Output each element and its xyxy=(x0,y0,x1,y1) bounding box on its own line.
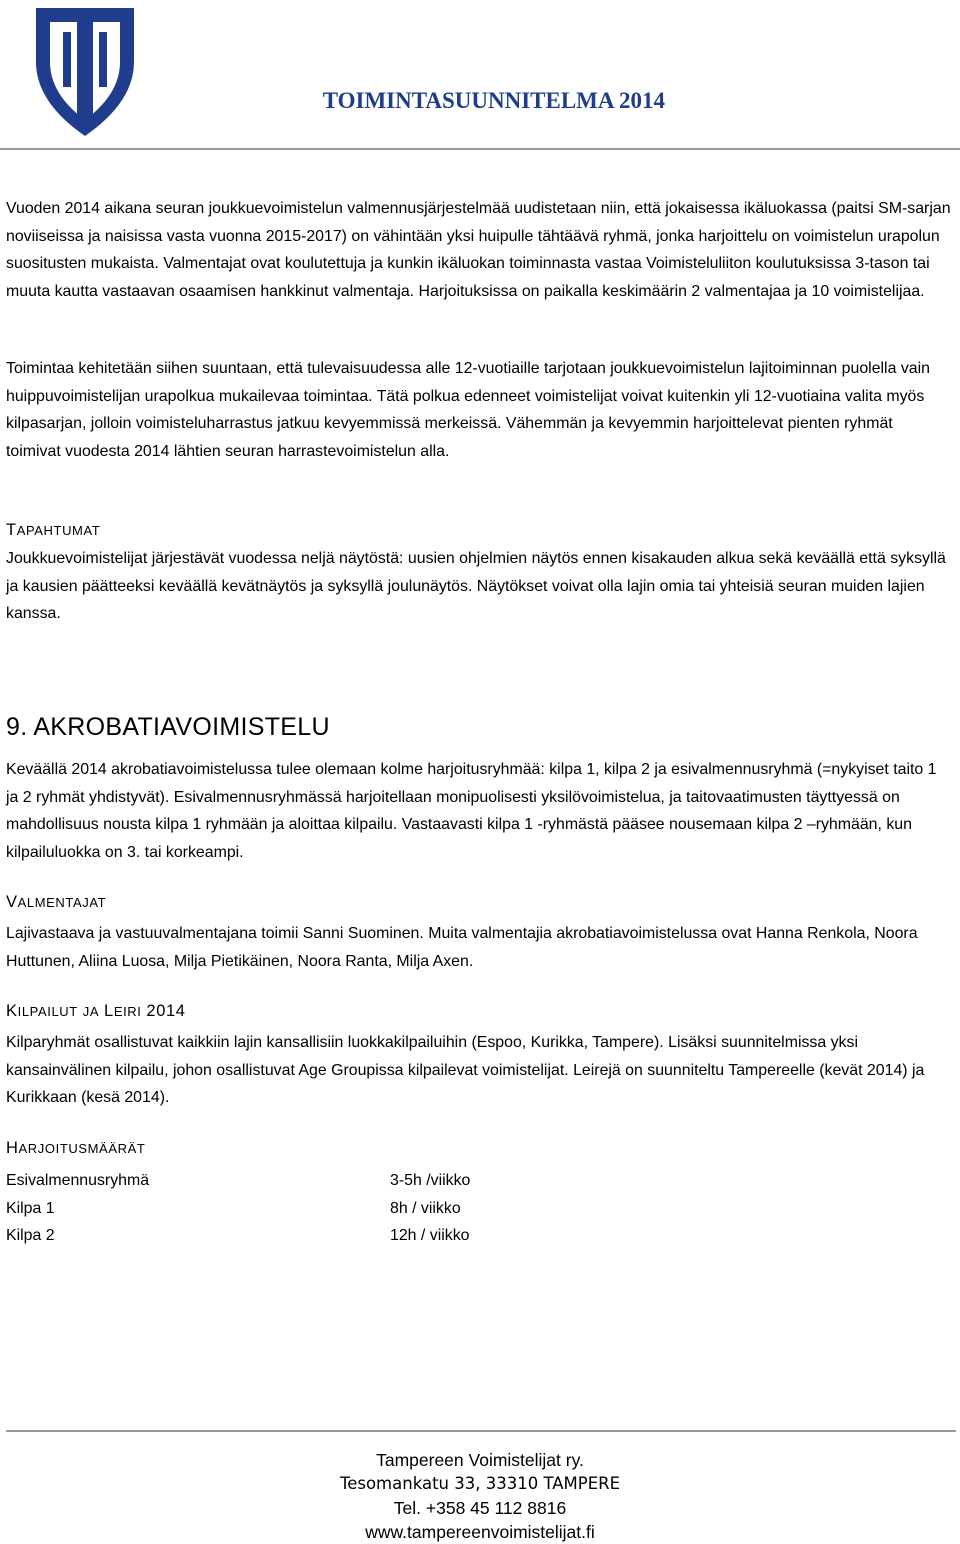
group-name: Kilpa 2 xyxy=(6,1227,55,1244)
group-name: Esivalmennusryhmä xyxy=(6,1172,150,1189)
heading-initial: V xyxy=(6,893,18,911)
page-header xyxy=(0,0,960,152)
intro-paragraph-2: Toimintaa kehitetään siihen suuntaan, että tulevaisuudessa alle 12-vuotiaille tarjotaan joukkuevoimistelun lajitoiminnan puolella vain huippuvoimistelijan urapolkua mukailevaa toimintaa. Tätä polkua edenneet voimistelijat voivat kuitenkin yli 12-vuotiaina valita myös kilpasarjan, jolloin voimisteluharrastus jatkuu kevyemmissä merkeissä. Vähemmän ja kevyemmin harjoittelevat pienten ryhmät toimivat vuodesta 2014 lähtien seuran harrastevoimistelun alla. xyxy=(6,360,930,460)
group-hours: 3-5h /viikko xyxy=(390,1172,471,1189)
heading-rest: ARJOITUSMÄÄRÄT xyxy=(18,1141,146,1156)
footer-website: www.tampereenvoimistelijat.fi xyxy=(365,1522,595,1542)
heading-word: EIRI xyxy=(113,1004,142,1019)
heading-rest: ALMENTAJAT xyxy=(17,895,107,910)
heading-initial: H xyxy=(6,1139,19,1157)
heading-rest: APAHTUMAT xyxy=(16,523,101,538)
footer-address: Tesomankatu 33, 33310 TAMPERE xyxy=(339,1474,621,1493)
header-divider xyxy=(0,148,960,150)
valmentajat-paragraph: Lajivastaava ja vastuuvalmentajana toimii Sanni Suominen. Muita valmentajia akrobatiavoimistelussa ovat Hanna Renkola, Noora Huttunen, Aliina Luosa, Milja Pietikäinen, Noora Ranta, Milja Axen. xyxy=(6,925,918,970)
heading-year: 2014 xyxy=(146,1002,186,1020)
table-row xyxy=(6,1195,606,1223)
heading-word: ILPAILUT xyxy=(17,1004,78,1019)
section-heading-akrobatiavoimistelu: 9. AKROBATIAVOIMISTELU xyxy=(6,713,330,741)
tapahtumat-paragraph: Joukkuevoimistelijat järjestävät vuodessa neljä näytöstä: uusien ohjelmien näytös ennen kisakauden alkua sekä keväällä että syksyllä ja kausien päätteeksi keväällä kevätnäytös ja syksyllä joulunäytös. Näytökset voivat olla lajin omia tai yhteisiä seuran muiden lajien kanssa. xyxy=(6,550,946,622)
group-name: Kilpa 1 xyxy=(6,1199,55,1217)
footer-phone: Tel. +358 45 112 8816 xyxy=(393,1498,567,1518)
heading-word: JA xyxy=(82,1004,100,1019)
intro-paragraph-1: Vuoden 2014 aikana seuran joukkuevoimistelun valmennusjärjestelmää uudistetaan niin, että jokaisessa ikäluokassa (paitsi SM-sarjan noviiseissa ja naisissa vasta vuonna 2015-2017) on vähintään yksi huipulle tähtäävä ryhmä, jonka harjoittelu on voimistelun urapolun suositusten mukaista. Valmentajat ovat koulutettuja ja kunkin ikäluokan toiminnasta vastaa Voimisteluliiton koulutuksissa 3-tason tai muuta kautta vastaavan osaamisen hankkinut valmentaja. Harjoituksissa on paikalla keskimäärin 2 valmentajaa ja 10 voimistelijaa. xyxy=(6,200,951,300)
akrobatia-paragraph: Keväällä 2014 akrobatiavoimistelussa tulee olemaan kolme harjoitusryhmää: kilpa 1, kilpa 2 ja esivalmennusryhmä (=nykyiset taito 1 ja 2 ryhmät yhdistyvät). Esivalmennusryhmässä harjoitellaan monipuolisesti yksilövoimistelua, ja taitovaatimusten täyttyessä on mahdollisuus nousta kilpa 1 ryhmään ja aloittaa kilpailu. Vastaavasti kilpa 1 -ryhmästä pääsee nousemaan kilpa 2 –ryhmään, kun kilpailuluokka on 3. tai korkeampi. xyxy=(6,761,937,861)
footer-org-name: Tampereen Voimistelijat ry. xyxy=(376,1450,584,1470)
heading-harjoitusmaarat xyxy=(6,1139,145,1158)
training-hours-table xyxy=(6,1167,606,1250)
heading-tapahtumat xyxy=(6,521,100,540)
heading-valmentajat xyxy=(6,893,106,912)
club-logo xyxy=(30,2,140,138)
table-row xyxy=(6,1222,606,1250)
group-hours: 8h / viikko xyxy=(390,1199,461,1217)
heading-initial: T xyxy=(6,521,17,539)
document-title: TOIMINTASUUNNITELMA 2014 xyxy=(322,88,665,113)
footer-divider xyxy=(6,1430,956,1432)
table-row xyxy=(6,1167,606,1195)
heading-kilpailut-ja-leiri xyxy=(6,1002,186,1021)
kilpailut-paragraph: Kilparyhmät osallistuvat kaikkiin lajin kansallisiin luokkakilpailuihin (Espoo, Kurikka, Tampere). Lisäksi suunnitelmissa yksi kansainvälinen kilpailu, johon osallistuvat Age Groupissa kilpailevat voimistelijat. Leirejä on suunniteltu Tampereelle (kevät 2014) ja Kurikkaan (kesä 2014). xyxy=(6,1034,925,1106)
group-hours: 12h / viikko xyxy=(390,1227,470,1244)
heading-initial: L xyxy=(104,1002,114,1020)
heading-initial: K xyxy=(6,1002,18,1020)
page-footer xyxy=(0,1448,960,1544)
